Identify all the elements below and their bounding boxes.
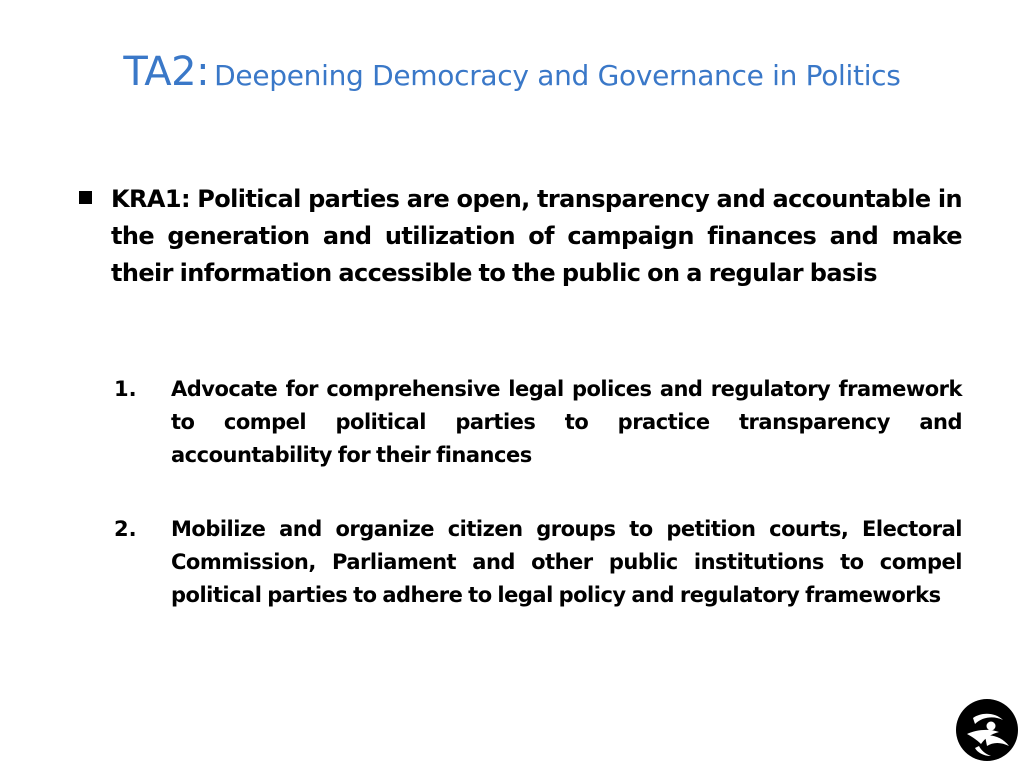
slide-title: [0, 49, 1024, 95]
action-text: Mobilize and organize citizen groups to petition courts, Electoral Commission, Parliament and other public institutions to compel political parties to adhere to legal policy and regulatory frameworks: [171, 517, 962, 607]
action-number: 2.: [114, 517, 137, 541]
organization-logo-icon: [955, 698, 1019, 762]
action-number: 1.: [114, 377, 137, 401]
title-main: Deepening Democracy and Governance in Politics: [214, 59, 901, 92]
action-text: Advocate for comprehensive legal polices and regulatory framework to compel political parties to practice transparency and accountability for their finances: [171, 377, 962, 467]
square-bullet-icon: [79, 191, 92, 204]
logo-graphic: [955, 698, 1019, 762]
kra-text: KRA1: Political parties are open, transparency and accountable in the generation and utilization of campaign finances and make their information accessible to the public on a regular basis: [111, 185, 962, 287]
title-prefix: TA2:: [123, 49, 210, 95]
